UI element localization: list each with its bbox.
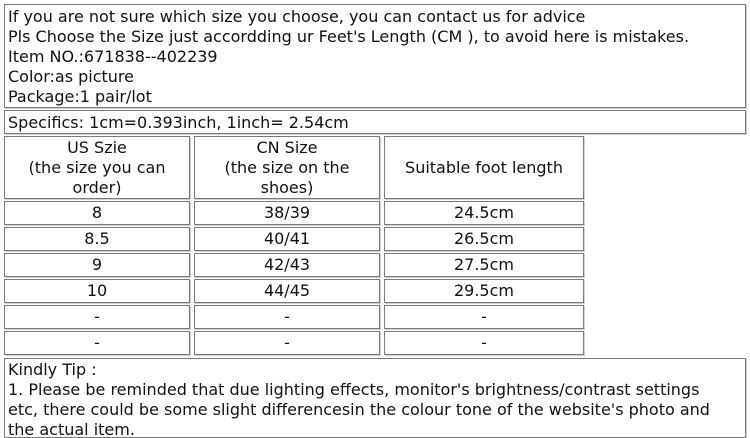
table-cell-foot-length: - xyxy=(384,331,584,355)
table-cell-foot-length: 29.5cm xyxy=(384,279,584,303)
header-us-size xyxy=(4,136,190,199)
tip-line-1: 1. Please be reminded that due lighting effects, monitor's brightness/contrast settings xyxy=(8,380,700,399)
header-foot-length xyxy=(384,136,584,199)
table-cell-foot-length: 27.5cm xyxy=(384,253,584,277)
table-cell-us-size: - xyxy=(4,305,190,329)
tip-heading: Kindly Tip : xyxy=(8,360,97,379)
header-line: order) xyxy=(72,177,122,197)
table-cell-foot-length: 24.5cm xyxy=(384,201,584,225)
header-line: (the size on the xyxy=(224,157,350,177)
tip-line-2: etc, there could be some slight differencesin the colour tone of the website's photo and xyxy=(8,400,710,419)
specifics-box: Specifics: 1cm=0.393inch, 1inch= 2.54cm xyxy=(4,110,746,134)
header-text xyxy=(29,138,166,198)
header-line: CN Size xyxy=(256,137,318,157)
header-line: (the size you can xyxy=(28,157,166,177)
table-cell-foot-length: - xyxy=(384,305,584,329)
table-cell-us-size: 8 xyxy=(4,201,190,225)
item-number-line: Item NO.:671838--402239 xyxy=(8,47,218,66)
color-line: Color:as picture xyxy=(8,67,134,86)
table-cell-cn-size: - xyxy=(194,305,380,329)
table-cell-cn-size: 38/39 xyxy=(194,201,380,225)
table-cell-cn-size: 42/43 xyxy=(194,253,380,277)
product-info-box xyxy=(4,4,746,108)
table-cell-us-size: - xyxy=(4,331,190,355)
header-cn-size xyxy=(194,136,380,199)
table-cell-us-size: 9 xyxy=(4,253,190,277)
table-cell-cn-size: 40/41 xyxy=(194,227,380,251)
table-cell-foot-length: 26.5cm xyxy=(384,227,584,251)
table-cell-cn-size: 44/45 xyxy=(194,279,380,303)
table-cell-us-size: 10 xyxy=(4,279,190,303)
header-line: Suitable foot length xyxy=(405,157,563,177)
header-text xyxy=(225,138,350,198)
header-line: US Szie xyxy=(67,137,127,157)
table-cell-cn-size: - xyxy=(194,331,380,355)
package-line: Package:1 pair/lot xyxy=(8,87,152,106)
kindly-tip-box xyxy=(4,358,746,438)
advice-line: If you are not sure which size you choose, you can contact us for advice xyxy=(8,7,586,26)
size-instruction-line: Pls Choose the Size just accordding ur Feet's Length (CM ), to avoid here is mistakes. xyxy=(8,27,690,46)
header-text xyxy=(405,158,563,178)
table-cell-us-size: 8.5 xyxy=(4,227,190,251)
header-line: shoes) xyxy=(260,177,314,197)
tip-line-3: the actual item. xyxy=(8,420,135,438)
